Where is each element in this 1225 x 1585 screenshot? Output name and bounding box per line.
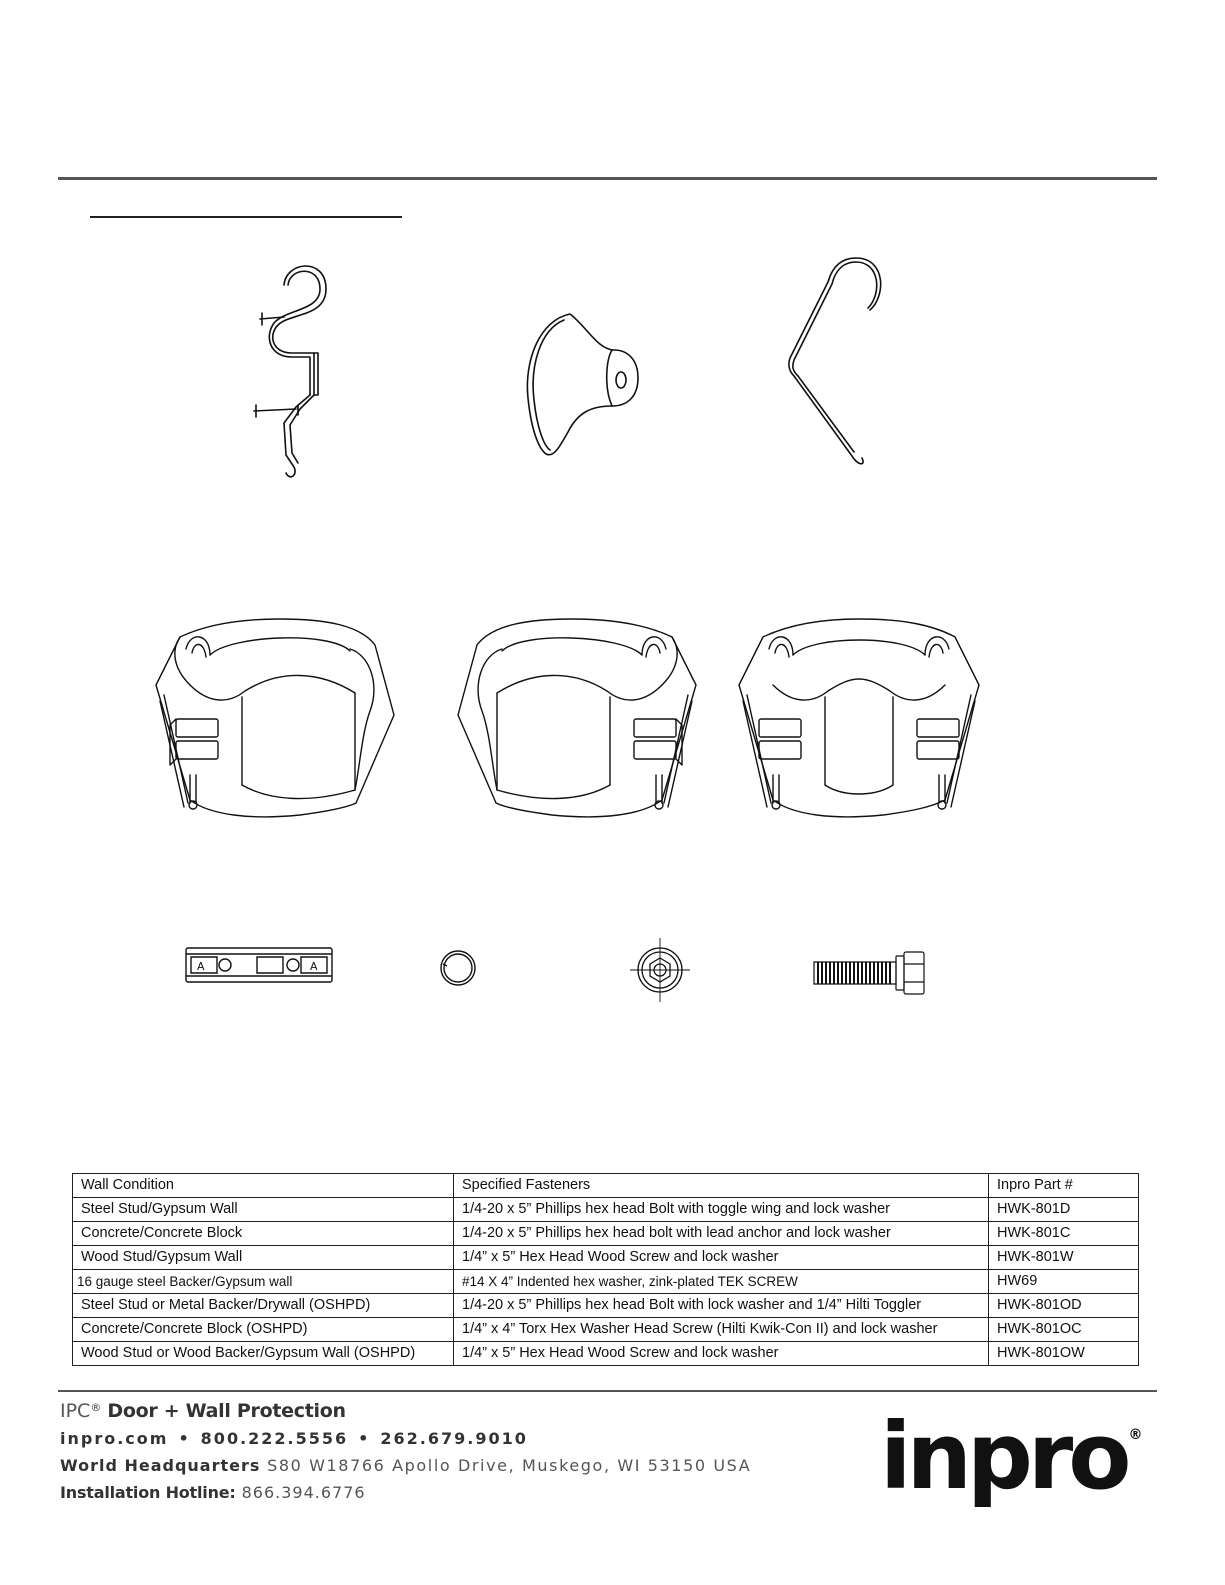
part-number-cell: HWK-801OD bbox=[989, 1294, 1139, 1318]
phone-primary[interactable]: 800.222.5556 bbox=[200, 1429, 349, 1448]
top-rule bbox=[58, 177, 1157, 180]
header-part-number: Inpro Part # bbox=[989, 1174, 1139, 1198]
hq-address: S80 W18766 Apollo Drive, Muskego, WI 53150 USA bbox=[267, 1456, 752, 1475]
fastener-cell: #14 X 4” Indented hex washer, zink-plated TEK SCREW bbox=[454, 1270, 989, 1294]
wall-condition-cell: Steel Stud or Metal Backer/Drywall (OSHPD) bbox=[73, 1294, 454, 1318]
hex-bolt-end-icon bbox=[630, 938, 690, 1002]
lock-washer-icon bbox=[438, 948, 478, 988]
brand-name: Door + Wall Protection bbox=[107, 1400, 346, 1422]
header-specified-fasteners: Specified Fasteners bbox=[454, 1174, 989, 1198]
table-row bbox=[73, 1270, 1139, 1294]
phone-secondary[interactable]: 262.679.9010 bbox=[380, 1429, 528, 1448]
brand-reg-mark: ® bbox=[90, 1401, 102, 1414]
s-hook-bracket-icon bbox=[240, 255, 340, 485]
channel-mark-right: A bbox=[310, 960, 318, 973]
footer-hq-line bbox=[60, 1452, 820, 1479]
footer-brand-line bbox=[60, 1398, 820, 1425]
table-header-row bbox=[73, 1174, 1139, 1198]
channel-mark-left: A bbox=[197, 960, 205, 973]
wall-condition-cell: Steel Stud/Gypsum Wall bbox=[73, 1198, 454, 1222]
part-number-cell: HWK-801OC bbox=[989, 1318, 1139, 1342]
bumper-knob-icon bbox=[520, 308, 645, 460]
logo-text: inpro bbox=[880, 1403, 1127, 1510]
part-number-cell: HWK-801C bbox=[989, 1222, 1139, 1246]
part-number-cell: HWK-801D bbox=[989, 1198, 1139, 1222]
table-row bbox=[73, 1246, 1139, 1270]
wall-condition-cell: 16 gauge steel Backer/Gypsum wall bbox=[73, 1270, 454, 1294]
fastener-cell: 1/4-20 x 5” Phillips hex head bolt with lead anchor and lock washer bbox=[454, 1222, 989, 1246]
fastener-cell: 1/4” x 4” Torx Hex Washer Head Screw (Hilti Kwik-Con II) and lock washer bbox=[454, 1318, 989, 1342]
hex-bolt-side-icon bbox=[812, 950, 926, 996]
hotline-number[interactable]: 866.394.6776 bbox=[241, 1483, 366, 1502]
table-row bbox=[73, 1318, 1139, 1342]
table-row bbox=[73, 1294, 1139, 1318]
section-heading-rule bbox=[90, 216, 402, 218]
part-number-cell: HW69 bbox=[989, 1270, 1139, 1294]
wall-condition-cell: Concrete/Concrete Block (OSHPD) bbox=[73, 1318, 454, 1342]
table-row bbox=[73, 1342, 1139, 1366]
table-row bbox=[73, 1198, 1139, 1222]
fastener-cell: 1/4” x 5” Hex Head Wood Screw and lock washer bbox=[454, 1342, 989, 1366]
wall-condition-cell: Wood Stud or Wood Backer/Gypsum Wall (OSHPD) bbox=[73, 1342, 454, 1366]
bumper-assembly-right-icon bbox=[450, 615, 702, 820]
part-number-cell: HWK-801W bbox=[989, 1246, 1139, 1270]
website-link[interactable]: inpro.com bbox=[60, 1429, 169, 1448]
footer-hotline-line bbox=[60, 1479, 820, 1506]
hotline-label: Installation Hotline: bbox=[60, 1483, 236, 1502]
toggle-channel-icon bbox=[185, 946, 333, 984]
logo-reg-mark: ® bbox=[1128, 1427, 1143, 1443]
footer-contact-line bbox=[60, 1425, 820, 1452]
footer bbox=[60, 1398, 820, 1506]
wall-condition-cell: Wood Stud/Gypsum Wall bbox=[73, 1246, 454, 1270]
fastener-cell: 1/4-20 x 5” Phillips hex head Bolt with lock washer and 1/4” Hilti Toggler bbox=[454, 1294, 989, 1318]
footer-rule bbox=[58, 1390, 1157, 1392]
bumper-assembly-left-icon bbox=[150, 615, 402, 820]
fastener-cell: 1/4-20 x 5” Phillips hex head Bolt with toggle wing and lock washer bbox=[454, 1198, 989, 1222]
separator: • bbox=[178, 1429, 191, 1448]
fastener-table bbox=[72, 1173, 1139, 1366]
wire-hook-icon bbox=[782, 252, 894, 474]
separator: • bbox=[358, 1429, 371, 1448]
header-wall-condition: Wall Condition bbox=[73, 1174, 454, 1198]
brand-prefix: IPC bbox=[60, 1400, 91, 1422]
wall-condition-cell: Concrete/Concrete Block bbox=[73, 1222, 454, 1246]
table-row bbox=[73, 1222, 1139, 1246]
inpro-logo bbox=[880, 1402, 1143, 1512]
fastener-cell: 1/4” x 5” Hex Head Wood Screw and lock washer bbox=[454, 1246, 989, 1270]
hq-label: World Headquarters bbox=[60, 1456, 261, 1475]
part-number-cell: HWK-801OW bbox=[989, 1342, 1139, 1366]
bumper-assembly-double-icon bbox=[733, 615, 985, 820]
